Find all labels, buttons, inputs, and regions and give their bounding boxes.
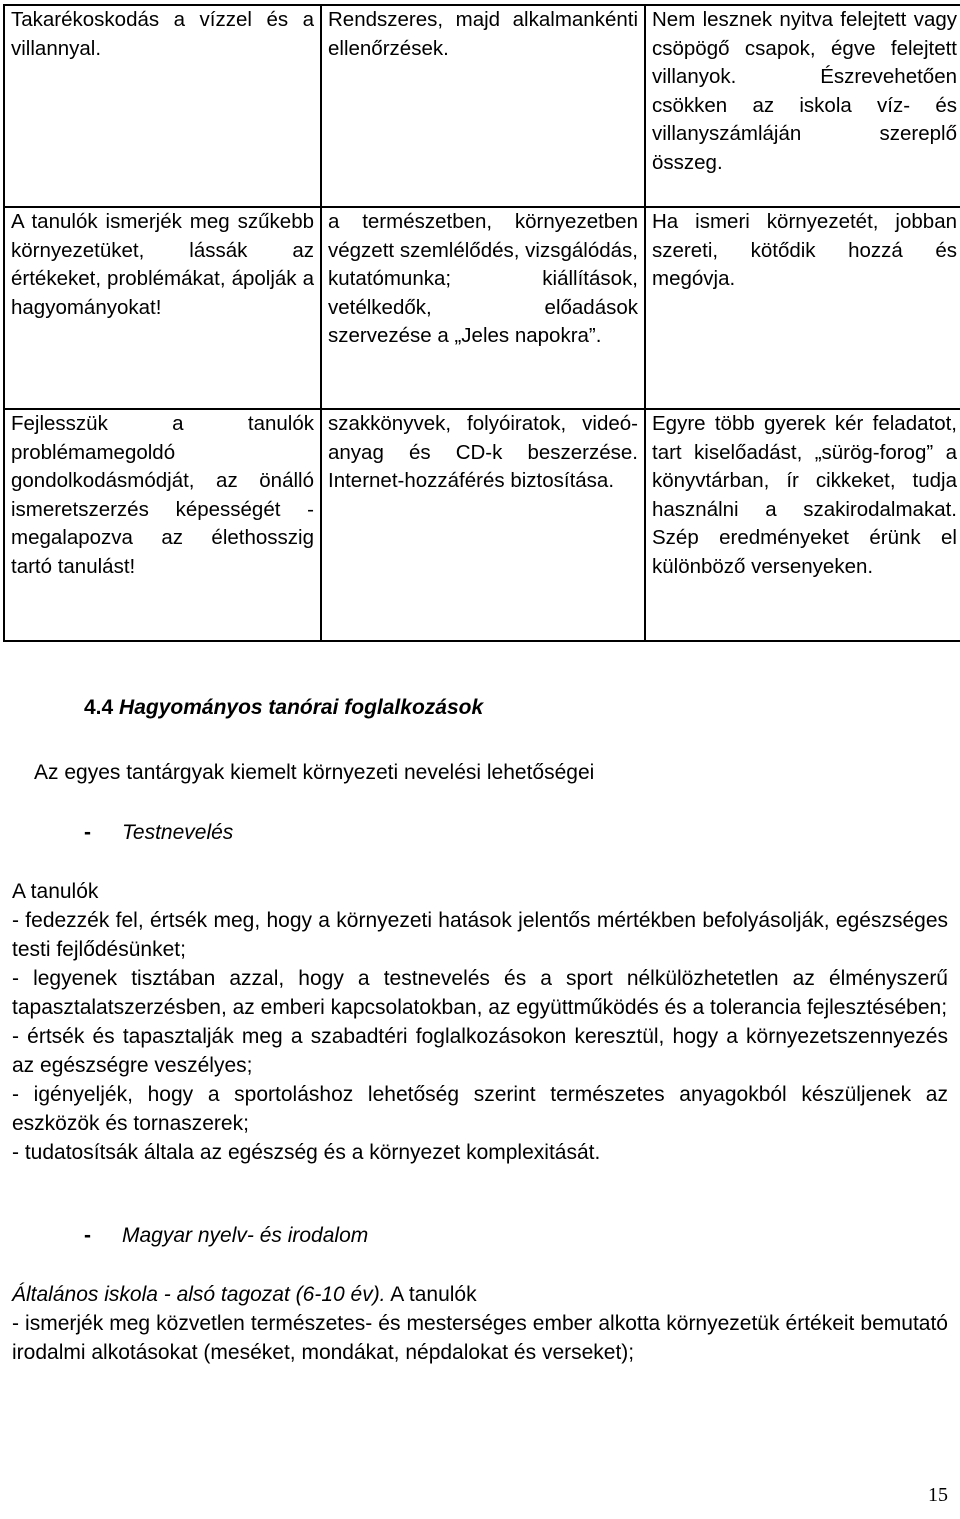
- intro-rest: A tanulók: [385, 1283, 477, 1306]
- goal-text: Fejlesszük a tanulók problémamegoldó gondolkodásmódját, az önálló ismeretszerzés képességét - megalapozva az élethosszig tartó tanulást!: [11, 412, 314, 578]
- result-text: Egyre több gyerek kér feladatot, tart kiselőadást, „sürög-forog” a könyvtárban, ír cikkeket, tudja használni a szakirodalmakat. Szép eredményeket érünk el különböző versenyeken.: [652, 412, 957, 578]
- goals-table: [3, 4, 960, 642]
- subject-dash: -: [84, 1224, 91, 1247]
- table-row: [4, 409, 960, 641]
- result-text: Nem lesznek nyitva felejtett vagy csöpögő csapok, égve felejtett villanyok. Észrevehetően csökken az iskola víz- és villanyszámláján szereplő összeg.: [652, 8, 957, 174]
- list-item: - tudatosítsák általa az egészség és a környezet komplexitását.: [12, 1141, 601, 1164]
- table-cell-goal: [4, 409, 321, 641]
- table-cell-result: [645, 409, 960, 641]
- table-cell-activity: [321, 5, 645, 207]
- table-row: [4, 207, 960, 409]
- goal-text: A tanulók ismerjék meg szűkebb környezetüket, lássák az értékeket, problémákat, ápolják a hagyományokat!: [11, 210, 314, 319]
- hu-intro: [12, 1280, 948, 1309]
- intro-text: A tanulók: [12, 880, 99, 903]
- list-item: - ismerjék meg közvetlen természetes- és mesterséges ember alkotta környezetük értékeit bemutató irodalmi alkotásokat (meséket, mondákat, népdalokat és verseket);: [12, 1312, 948, 1364]
- table-row: [4, 5, 960, 207]
- pe-list: [12, 906, 948, 1167]
- result-text: Ha ismeri környezetét, jobban szereti, kötődik hozzá és megóvja.: [652, 210, 957, 291]
- table-cell-result: [645, 5, 960, 207]
- activity-text: a természetben, környezetben végzett szemlélődés, vizsgálódás, kutatómunka; kiállítások, vetélkedők, előadások szervezése a „Jeles napokra”.: [328, 210, 638, 348]
- table-cell-activity: [321, 409, 645, 641]
- activity-text: szakkönyvek, folyóiratok, videó-anyag és CD-k beszerzése. Internet-hozzáférés biztosítása.: [328, 412, 638, 493]
- intro-text: [12, 1280, 948, 1309]
- intro-level: Általános iskola - alsó tagozat (6-10 év).: [12, 1283, 386, 1306]
- subject-heading-hungarian: [84, 1224, 368, 1248]
- section-title: Hagyományos tanórai foglalkozások: [119, 696, 484, 719]
- table-cell-activity: [321, 207, 645, 409]
- list-item: - legyenek tisztában azzal, hogy a testnevelés és a sport nélkülözhetetlen az élményszerű tapasztalatszerzésben, az emberi kapcsolatokban, az együttműködés és a tolerancia fejlesztésében;: [12, 967, 948, 1019]
- subject-title: Magyar nyelv- és irodalom: [122, 1224, 369, 1247]
- section-heading: [84, 696, 483, 720]
- subject-dash: -: [84, 821, 91, 844]
- table-cell-goal: [4, 207, 321, 409]
- pe-intro: [12, 877, 948, 906]
- section-number: 4.4: [84, 696, 114, 719]
- list-item: - igényeljék, hogy a sportoláshoz lehetőség szerint természetes anyagokból készüljenek az eszközök és tornaszerek;: [12, 1083, 948, 1135]
- goal-text: Takarékoskodás a vízzel és a villannyal.: [11, 8, 314, 60]
- subject-heading-pe: [84, 821, 233, 845]
- page-number: 15: [928, 1484, 948, 1506]
- section-subheading: Az egyes tantárgyak kiemelt környezeti nevelési lehetőségei: [34, 761, 595, 784]
- list-item: - fedezzék fel, értsék meg, hogy a környezeti hatások jelentős mértékben befolyásolják, egészséges testi fejlődésünket;: [12, 909, 948, 961]
- activity-text: Rendszeres, majd alkalmankénti ellenőrzések.: [328, 8, 638, 60]
- subject-title: Testnevelés: [122, 821, 234, 844]
- list-item: - értsék és tapasztalják meg a szabadtéri foglalkozásokon keresztül, hogy a környezetszennyezés az egészségre veszélyes;: [12, 1025, 948, 1077]
- hu-list: [12, 1309, 948, 1367]
- table-cell-result: [645, 207, 960, 409]
- table-cell-goal: [4, 5, 321, 207]
